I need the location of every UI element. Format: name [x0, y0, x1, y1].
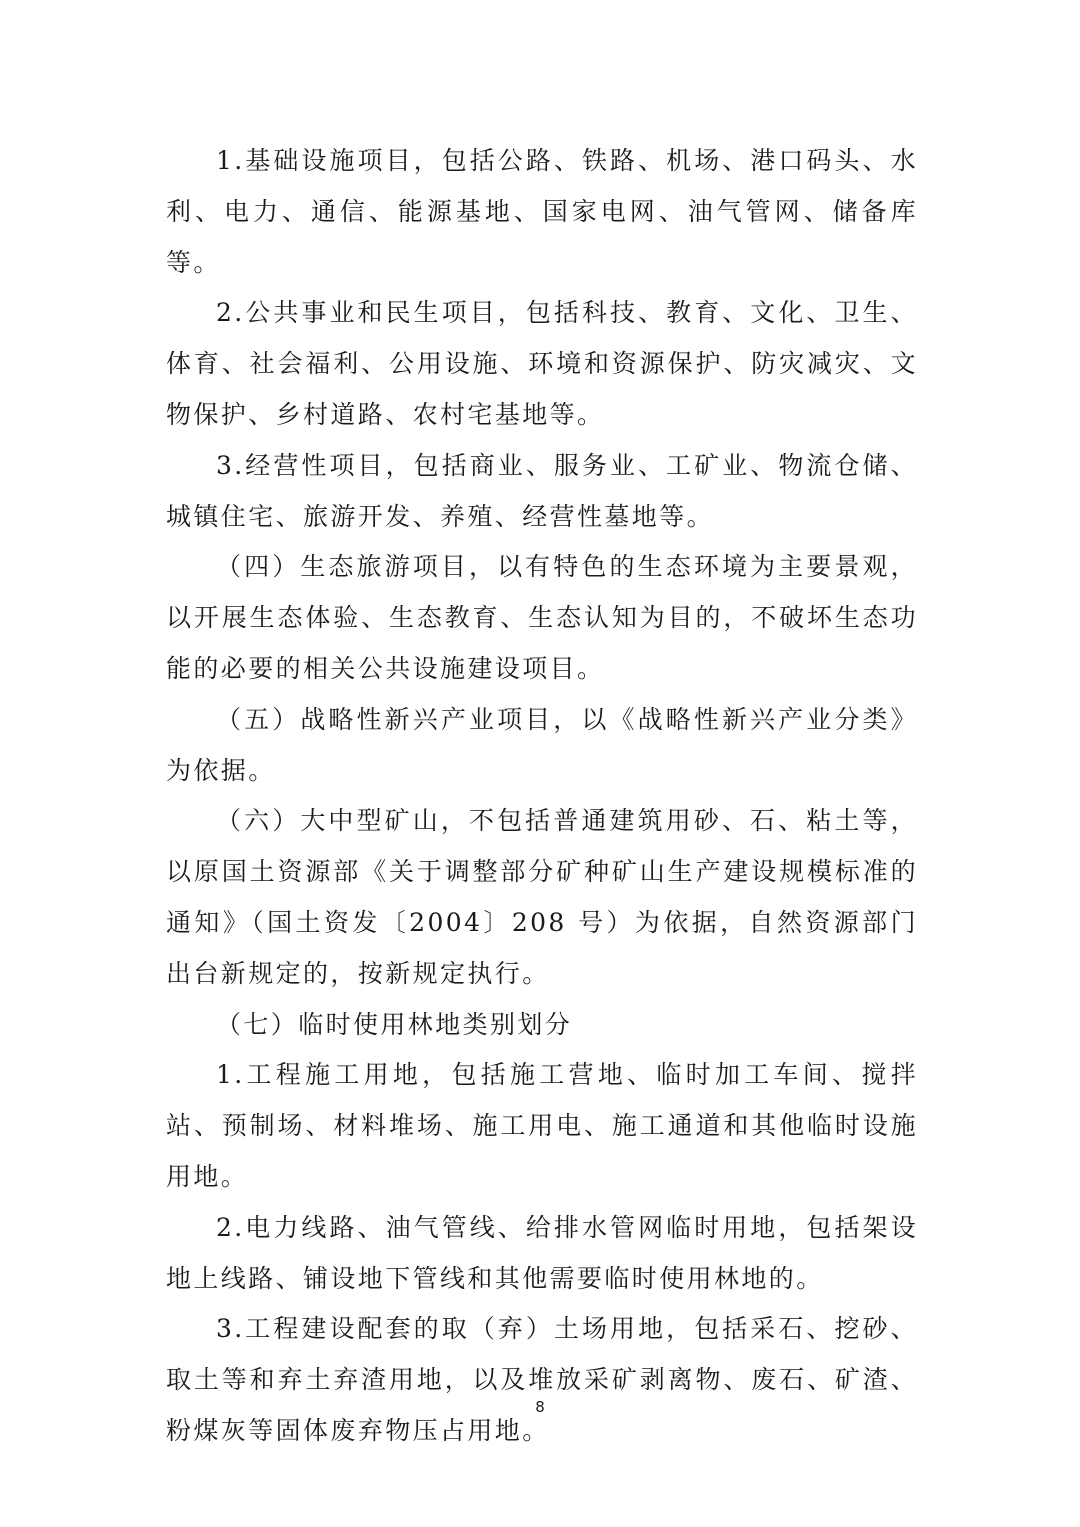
paragraph-commercial-projects: 3.经营性项目，包括商业、服务业、工矿业、物流仓储、城镇住宅、旅游开发、养殖、经营性墓地等。 — [166, 450, 918, 531]
section-heading-temporary-forest-land: （七）临时使用林地类别划分 — [216, 1009, 573, 1039]
paragraph-infrastructure: 1.基础设施项目，包括公路、铁路、机场、港口码头、水利、电力、通信、能源基地、国家电网、油气管网、储备库等。 — [166, 146, 918, 277]
paragraph-borrow-spoil-sites: 3.工程建设配套的取（弃）土场用地，包括采石、挖砂、取土等和弃土弃渣用地，以及堆放采矿剥离物、废石、矿渣、粉煤灰等固体废弃物压占用地。 — [166, 1314, 918, 1445]
page-number: 8 — [535, 1398, 545, 1416]
paragraph-strategic-industries: （五）战略性新兴产业项目，以《战略性新兴产业分类》为依据。 — [166, 704, 918, 785]
paragraph-power-pipelines: 2.电力线路、油气管线、给排水管网临时用地，包括架设地上线路、铺设地下管线和其他需要临时使用林地的。 — [166, 1212, 918, 1293]
document-body — [166, 136, 918, 1457]
paragraph-public-utilities: 2.公共事业和民生项目，包括科技、教育、文化、卫生、体育、社会福利、公用设施、环境和资源保护、防灾减灾、文物保护、乡村道路、农村宅基地等。 — [166, 298, 918, 429]
paragraph-mines: （六）大中型矿山，不包括普通建筑用砂、石、粘土等，以原国土资源部《关于调整部分矿种矿山生产建设规模标准的通知》（国土资发〔2004〕208 号）为依据，自然资源部门出台新规定的，按新规定执行。 — [166, 806, 918, 988]
paragraph-eco-tourism: （四）生态旅游项目，以有特色的生态环境为主要景观，以开展生态体验、生态教育、生态认知为目的，不破坏生态功能的必要的相关公共设施建设项目。 — [166, 552, 918, 683]
paragraph-construction-land: 1.工程施工用地，包括施工营地、临时加工车间、搅拌站、预制场、材料堆场、施工用电、施工通道和其他临时设施用地。 — [166, 1060, 918, 1191]
